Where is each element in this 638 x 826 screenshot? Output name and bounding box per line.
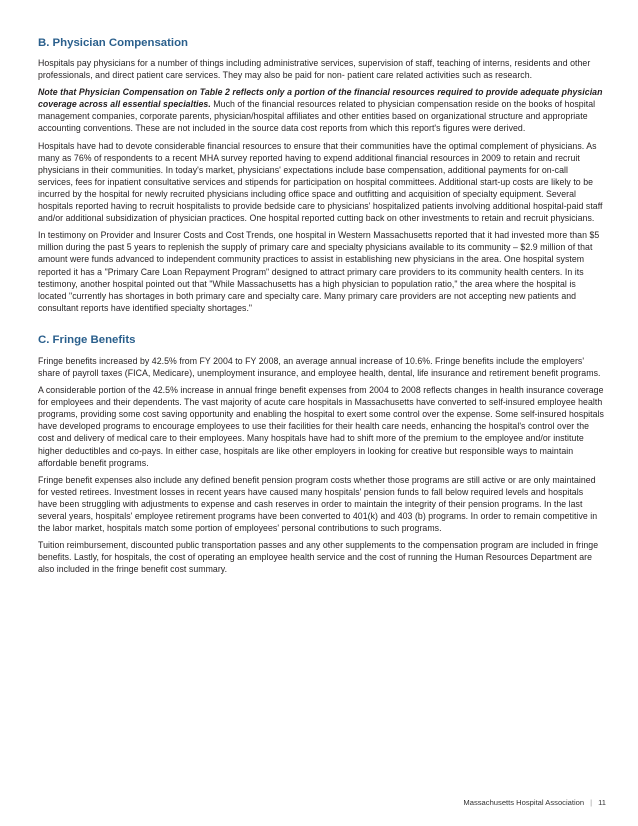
- footer-organization: Massachusetts Hospital Association: [463, 798, 585, 807]
- paragraph: Hospitals pay physicians for a number of things including administrative services, supervision of staff, teaching of interns, residents and other professionals, and direct patient care services. They may also be paid for non- patient care related activities such as research.: [38, 58, 591, 81]
- paragraph: A considerable portion of the 42.5% increase in annual fringe benefit expenses from 2004 to 2008 reflects changes in health insurance coverage for employees and their dependents. The vast majority of acute care hospitals in Massachusetts have converted to self-insured employee health programs, providing some cost saving opportunity and enabling the hospital to exert some control over the expense. Some self-insured hospitals have developed programs to encourage employees to use their facilities for their health care needs, enhancing the hospital's control over the cost and delivery of medical care to their employees. Many hospitals have had to shift more of the premium to the employee and/or institute higher deductibles and co-pays. In either case, hospitals are like other employers in looking for creative but responsible ways to maintain affordable benefit programs.: [38, 385, 604, 468]
- paragraph: Hospitals have had to devote considerable financial resources to ensure that their communities have the optimal complement of physicians. As many as 76% of respondents to a recent MHA survey reported having to expend additional financial resources in 2009 to retain and recruit physicians in their communities. In today's market, physicians' expectations include base compensation, additional payments for on-call services, fees for inpatient consultative services and stipends for participation on hospital committees. Additional start-up costs are likely to be incurred by the hospital for newly recruited physicians including office space and outfitting and acquisition of specialty equipment. Several hospitals reported having to recruit hospitalists to provide bedside care to physicians' hospitalized patients involving additional hospital-paid staff and/or additional subsidization of physician practices. One hospital reported cutting back on other investments to retain and recruit physicians.: [38, 140, 603, 224]
- paragraph-with-emphasis: [38, 86, 604, 134]
- paragraph: Fringe benefit expenses also include any defined benefit pension program costs whether those programs are still active or are only maintained for vested retirees. Investment losses in recent years have caused many hospitals' pension funds to fall below required levels and hospitals have been struggling with adjustments to expense and cash reserves in order to maintain the integrity of their pension programs. In the last several years, hospitals' employee retirement programs have been converted to 401(k) and 403 (b) programs. In order to remain competitive in the labor market, hospitals match some portion of employees' personal contributions to such programs.: [38, 474, 598, 534]
- footer-separator: |: [590, 798, 593, 807]
- paragraph: In testimony on Provider and Insurer Costs and Cost Trends, one hospital in Western Massachusetts reported that it had invested more than $5 million during the past 5 years to replenish the supply of primary care and specialty physicians available to its community – $2.9 million of that amount were funds advanced to independent community practices to assist in establishing new physicians in the area. One hospital system reported it has a "Primary Care Loan Repayment Program" designed to attract primary care providers to its community health centers. In its testimony, another hospital pointed out that "While Massachusetts has a high physician to population ratio," the area where the hospital is located "currently has shortages in both primary care and specialty care. Many primary care providers are not accepting new patients and consultant reports have identified specialty shortages.": [38, 230, 600, 313]
- section-heading-fringe-benefits: C. Fringe Benefits: [38, 333, 136, 346]
- emphasis-note: Note that Physician Compensation on Table 2 reflects only a portion of the financial resources required to provide adequate physician coverage across all essential specialties.: [38, 87, 603, 110]
- paragraph: Tuition reimbursement, discounted public transportation passes and any other supplements to the compensation program are included in fringe benefits. Lastly, for hospitals, the cost of operating an employee health service and the cost of running the Human Resources Department are also included in the fringe benefit cost summary.: [38, 540, 599, 575]
- main-content: [38, 36, 604, 580]
- paragraph: Fringe benefits increased by 42.5% from FY 2004 to FY 2008, an average annual increase of 10.6%. Fringe benefits include the employers' share of payroll taxes (FICA, Medicare), unemployment insurance, and employee health, dental, life insurance and retirement benefit programs.: [38, 355, 601, 378]
- section-heading-physician-compensation: B. Physician Compensation: [38, 37, 189, 49]
- page-footer: [463, 798, 606, 807]
- paragraph-text: Much of the financial resources related to physician compensation reside on the books of hospital management companies, corporate parents, physician/hospital affiliates and other entities based on organizational structure and appropriate accounting conventions. These are not included in the source data cost reports from which this report's figures were derived.: [38, 99, 596, 134]
- page-number: 11: [598, 798, 606, 807]
